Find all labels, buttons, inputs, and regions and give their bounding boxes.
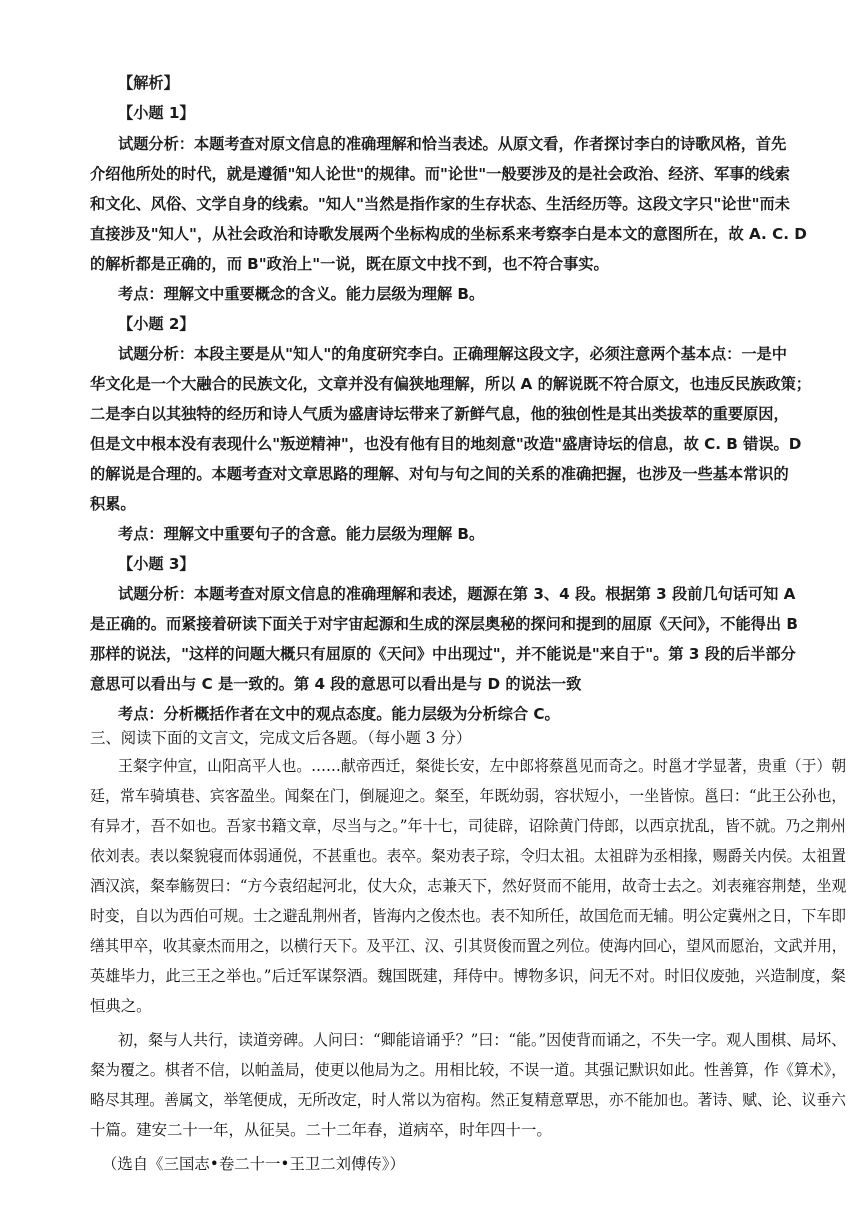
text-line: 十篇。建安二十一年，从征吴。二十二年春，道病卒，时年四十一。 — [90, 1121, 552, 1139]
text-line: 缮其甲卒，收其豪杰而用之，以横行天下。及平江、汉、引其贤俊而置之列位。使海内回心，望风而愿治，文武并用， — [90, 937, 847, 955]
text-line: 华文化是一个大融合的民族文化，文章并没有偏狭地理解，所以 A 的解说既不符合原文，也违反民族政策； — [90, 375, 811, 393]
text-line: 有异才，吾不如也。吾家书籍文章，尽当与之。”年十七，司徒辟，诏除黄门侍郎，以西京扰乱，皆不就。乃之荆州 — [90, 817, 846, 835]
text-line: 二是李白以其独特的经历和诗人气质为盛唐诗坛带来了新鲜气息，他的独创性是其出类拔萃的重要原因， — [90, 405, 789, 423]
text-line: 英雄毕力，此三王之举也。”后迁军谋祭酒。魏国既建，拜侍中。博物多识，问无不对。时旧仪废弛，兴造制度，粲 — [90, 967, 846, 985]
section-heading: 三、阅读下面的文言文，完成文后各题。（每小题 3 分） — [90, 729, 472, 747]
text-line: 廷，常车骑填巷、宾客盈坐。闻粲在门，倒屣迎之。粲至，年既幼弱，容状短小，一坐皆惊。邕曰：“此王公孙也， — [90, 787, 847, 805]
analysis-heading: 【解析】 — [118, 74, 179, 92]
text-line: 积累。 — [90, 495, 136, 513]
q3-kaodian: 考点：分析概括作者在文中的观点态度。能力层级为分析综合 C。 — [118, 705, 560, 723]
text-line: 介绍他所处的时代，就是遵循"知人论世"的规律。而"论世"一般要涉及的是社会政治、经济、军事的线索 — [90, 165, 790, 183]
text-line: 的解析都是正确的，而 B"政治上"一说，既在原文中找不到，也不符合事实。 — [90, 255, 609, 273]
text-line: 王粲字仲宣，山阳高平人也。……献帝西迁，粲徙长安，左中郎将蔡邕见而奇之。时邕才学显著，贵重（于）朝 — [118, 757, 847, 775]
q1-kaodian: 考点：理解文中重要概念的含义。能力层级为理解 B。 — [118, 285, 485, 303]
q2-label: 【小题 2】 — [118, 315, 195, 333]
text-line: 试题分析：本题考查对原文信息的准确理解和恰当表述。从原文看，作者探讨李白的诗歌风格，首先 — [118, 135, 787, 153]
text-line: 初，粲与人共行，读道旁碑。人问曰：“卿能谙诵乎？”曰：“能。”因使背而诵之，不失一字。观人围棋、局坏、 — [118, 1031, 847, 1049]
text-line: 意思可以看出与 C 是一致的。第 4 段的意思可以看出是与 D 的说法一致 — [90, 675, 582, 693]
text-line: 略尽其理。善属文，举笔便成，无所改定，时人常以为宿构。然正复精意覃思，亦不能加也。著诗、赋、论、议垂六 — [90, 1091, 846, 1109]
text-line: 和文化、风俗、文学自身的线索。"知人"当然是指作家的生存状态、生活经历等。这段文字只"论世"而未 — [90, 195, 790, 213]
q3-label: 【小题 3】 — [118, 555, 195, 573]
text-line: 试题分析：本段主要是从"知人"的角度研究李白。正确理解这段文字，必须注意两个基本点：一是中 — [118, 345, 787, 363]
text-line: 粲为覆之。棋者不信，以帕盖局，使更以他局为之。用相比较，不误一道。其强记默识如此。性善算，作《算术》， — [90, 1061, 847, 1079]
q2-kaodian: 考点：理解文中重要句子的含意。能力层级为理解 B。 — [118, 525, 485, 543]
text-line: 是正确的。而紧接着研读下面关于对宇宙起源和生成的深层奥秘的探问和提到的屈原《天问》，不能得出 B — [90, 615, 798, 633]
text-line: 那样的说法，"这样的问题大概只有屈原的《天问》中出现过"，并不能说是"来自于"。第 3 段的后半部分 — [90, 645, 796, 663]
text-line: 试题分析：本题考查对原文信息的准确理解和表述，题源在第 3、4 段。根据第 3 段前几句话可知 A — [118, 585, 796, 603]
text-line: 但是文中根本没有表现什么"叛逆精神"，也没有他有目的地刻意"改造"盛唐诗坛的信息，故 C. B 错误。D — [90, 435, 802, 453]
text-line: 恒典之。 — [90, 997, 152, 1015]
text-line: 直接涉及"知人"，从社会政治和诗歌发展两个坐标构成的坐标系来考察李白是本文的意图所在，故 A. C. D — [90, 225, 807, 243]
source-citation: （选自《三国志•卷二十一•王卫二刘傅传》） — [102, 1155, 405, 1173]
text-line: 酒汉滨，粲奉觞贺曰：“方今袁绍起河北，仗大众，志兼天下，然好贤而不能用，故奇士去之。刘表雍容荆楚，坐观 — [90, 877, 847, 895]
text-line: 时变，自以为西伯可规。士之避乱荆州者，皆海内之俊杰也。表不知所任，故国危而无辅。明公定冀州之日，下车即 — [90, 907, 846, 925]
text-line: 依刘表。表以粲貌寝而体弱通侻，不甚重也。表卒。粲劝表子琮，令归太祖。太祖辟为丞相掾，赐爵关内侯。太祖置 — [90, 847, 846, 865]
text-line: 的解说是合理的。本题考查对文章思路的理解、对句与句之间的关系的准确把握，也涉及一些基本常识的 — [90, 465, 789, 483]
q1-label: 【小题 1】 — [118, 104, 195, 122]
